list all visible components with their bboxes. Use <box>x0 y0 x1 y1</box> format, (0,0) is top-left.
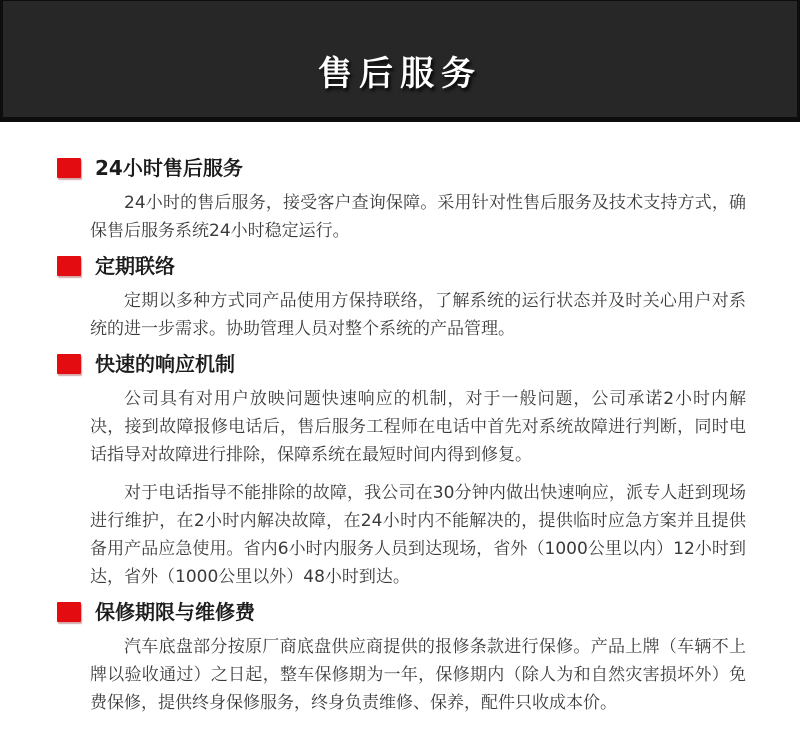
section-regular-contact <box>57 253 746 343</box>
content-area <box>0 122 800 717</box>
section-paragraph: 24小时的售后服务，接受客户查询保障。采用针对性售后服务及技术支持方式，确保售后服务系统24小时稳定运行。 <box>90 193 746 241</box>
red-square-bullet-icon <box>57 256 81 276</box>
section-heading-row <box>57 599 746 625</box>
section-warranty-fees <box>57 599 746 717</box>
section-heading: 24小时售后服务 <box>95 156 243 180</box>
section-heading-row <box>57 155 746 181</box>
section-heading-row <box>57 351 746 377</box>
header-banner <box>0 0 800 122</box>
section-heading: 保修期限与维修费 <box>95 600 255 624</box>
red-square-bullet-icon <box>57 158 81 178</box>
section-paragraph: 公司具有对用户放映问题快速响应的机制，对于一般问题，公司承诺2小时内解决，接到故障报修电话后，售后服务工程师在电话中首先对系统故障进行判断，同时电话指导对故障进行排除，保障系统在最短时间内得到修复。 <box>90 389 746 465</box>
section-24hour-service <box>57 155 746 245</box>
red-square-bullet-icon <box>57 354 81 374</box>
section-heading-row <box>57 253 746 279</box>
section-heading: 快速的响应机制 <box>95 352 235 376</box>
page-title: 售后服务 <box>318 53 482 94</box>
section-paragraph: 汽车底盘部分按原厂商底盘供应商提供的报修条款进行保修。产品上牌（车辆不上牌以验收通过）之日起，整车保修期为一年，保修期内（除人为和自然灾害损坏外）免费保修，提供终身保修服务，终身负责维修、保养，配件只收成本价。 <box>90 637 746 713</box>
section-heading: 定期联络 <box>95 254 175 278</box>
section-paragraph: 对于电话指导不能排除的故障，我公司在30分钟内做出快速响应，派专人赶到现场进行维护，在2小时内解决故障，在24小时内不能解决的，提供临时应急方案并且提供备用产品应急使用。省内6小时内服务人员到达现场，省外（1000公里以内）12小时到达，省外（1000公里以外）48小时到达。 <box>90 483 746 587</box>
red-square-bullet-icon <box>57 602 81 622</box>
section-paragraph: 定期以多种方式同产品使用方保持联络，了解系统的运行状态并及时关心用户对系统的进一步需求。协助管理人员对整个系统的产品管理。 <box>90 291 746 339</box>
section-quick-response <box>57 351 746 591</box>
